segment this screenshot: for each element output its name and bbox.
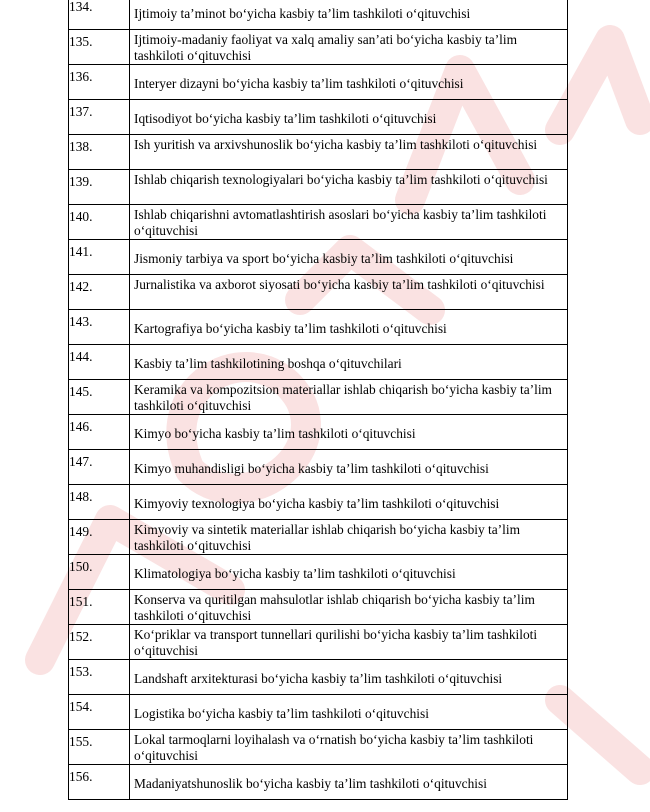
row-number-cell [69, 450, 130, 485]
occupation-title-cell [130, 30, 568, 65]
occupation-title: Jurnalistika va axborot siyosati bo‘yicha kasbiy ta’lim tashkiloti o‘qituvchisi [134, 277, 545, 292]
table-row [69, 765, 568, 800]
table-row [69, 65, 568, 100]
table-row [69, 380, 568, 415]
occupation-title-cell [130, 0, 568, 30]
table-row [69, 100, 568, 135]
occupation-title-cell [130, 240, 568, 275]
occupation-title: Kimyo bo‘yicha kasbiy ta’lim tashkiloti o‘qituvchisi [134, 426, 416, 441]
occupation-table [68, 0, 568, 800]
row-number: 149. [69, 524, 93, 539]
row-number: 151. [69, 594, 93, 609]
row-number-cell [69, 170, 130, 205]
occupation-title: Lokal tarmoqlarni loyihalash va o‘rnatish bo‘yicha kasbiy ta’lim tashkiloti o‘qituvchisi [134, 732, 534, 763]
row-number: 147. [69, 454, 93, 469]
row-number-cell [69, 765, 130, 800]
row-number: 148. [69, 489, 93, 504]
table-row [69, 415, 568, 450]
occupation-title-cell [130, 275, 568, 310]
row-number: 155. [69, 734, 93, 749]
table-row [69, 660, 568, 695]
table-row [69, 520, 568, 555]
table-row [69, 30, 568, 65]
row-number: 138. [69, 139, 93, 154]
row-number: 153. [69, 664, 93, 679]
occupation-title-cell [130, 555, 568, 590]
occupation-title: Ko‘priklar va transport tunnellari qurilishi bo‘yicha kasbiy ta’lim tashkiloti o‘qituvchisi [134, 627, 538, 658]
row-number-cell [69, 275, 130, 310]
table-row [69, 310, 568, 345]
occupation-title-cell [130, 485, 568, 520]
row-number: 150. [69, 559, 93, 574]
row-number-cell [69, 590, 130, 625]
row-number: 146. [69, 419, 93, 434]
table-row [69, 555, 568, 590]
row-number-cell [69, 380, 130, 415]
row-number-cell [69, 520, 130, 555]
table-row [69, 695, 568, 730]
row-number-cell [69, 205, 130, 240]
occupation-title-cell [130, 695, 568, 730]
occupation-title-cell [130, 170, 568, 205]
occupation-title-cell [130, 450, 568, 485]
table-row [69, 345, 568, 380]
occupation-title-cell [130, 625, 568, 660]
row-number-cell [69, 345, 130, 380]
table-row [69, 0, 568, 30]
row-number-cell [69, 695, 130, 730]
row-number-cell [69, 660, 130, 695]
table-row [69, 450, 568, 485]
occupation-title: Logistika bo‘yicha kasbiy ta’lim tashkiloti o‘qituvchisi [134, 706, 429, 721]
row-number-cell [69, 135, 130, 170]
row-number: 142. [69, 279, 93, 294]
occupation-title: Ishlab chiqarish texnologiyalari bo‘yicha kasbiy ta’lim tashkiloti o‘qituvchisi [134, 172, 548, 187]
row-number: 156. [69, 769, 93, 784]
row-number: 152. [69, 629, 93, 644]
occupation-title: Keramika va kompozitsion materiallar ishlab chiqarish bo‘yicha kasbiy ta’lim tashkiloti o‘qituvchisi [134, 382, 552, 413]
row-number: 145. [69, 384, 93, 399]
row-number: 134. [69, 0, 93, 14]
row-number: 154. [69, 699, 93, 714]
table-row [69, 205, 568, 240]
occupation-title: Kartografiya bo‘yicha kasbiy ta’lim tashkiloti o‘qituvchisi [134, 321, 447, 336]
occupation-title: Kimyo muhandisligi bo‘yicha kasbiy ta’lim tashkiloti o‘qituvchisi [134, 461, 489, 476]
row-number-cell [69, 310, 130, 345]
occupation-title-cell [130, 660, 568, 695]
occupation-title-cell [130, 380, 568, 415]
row-number-cell [69, 240, 130, 275]
table-row [69, 485, 568, 520]
occupation-title: Ijtimoiy-madaniy faoliyat va xalq amaliy san’ati bo‘yicha kasbiy ta’lim tashkiloti o‘qituvchisi [134, 32, 518, 63]
row-number: 137. [69, 104, 93, 119]
occupation-title-cell [130, 65, 568, 100]
occupation-title-cell [130, 590, 568, 625]
row-number-cell [69, 65, 130, 100]
row-number: 140. [69, 209, 93, 224]
table-row [69, 240, 568, 275]
occupation-title-cell [130, 415, 568, 450]
occupation-title: Landshaft arxitekturasi bo‘yicha kasbiy ta’lim tashkiloti o‘qituvchisi [134, 671, 503, 686]
table-row [69, 625, 568, 660]
row-number-cell [69, 555, 130, 590]
occupation-title-cell [130, 205, 568, 240]
row-number-cell [69, 100, 130, 135]
occupation-title: Kimyoviy texnologiya bo‘yicha kasbiy ta’lim tashkiloti o‘qituvchisi [134, 496, 500, 511]
occupation-title: Ish yuritish va arxivshunoslik bo‘yicha kasbiy ta’lim tashkiloti o‘qituvchisi [134, 137, 538, 152]
row-number: 135. [69, 34, 93, 49]
table-row [69, 730, 568, 765]
occupation-title: Madaniyatshunoslik bo‘yicha kasbiy ta’lim tashkiloti o‘qituvchisi [134, 776, 487, 791]
occupation-title: Klimatologiya bo‘yicha kasbiy ta’lim tashkiloti o‘qituvchisi [134, 566, 456, 581]
row-number-cell [69, 30, 130, 65]
occupation-title: Ishlab chiqarishni avtomatlashtirish asoslari bo‘yicha kasbiy ta’lim tashkiloti o‘qituvchisi [134, 207, 547, 238]
occupation-title-cell [130, 520, 568, 555]
occupation-title-cell [130, 345, 568, 380]
occupation-title: Jismoniy tarbiya va sport bo‘yicha kasbiy ta’lim tashkiloti o‘qituvchisi [134, 251, 514, 266]
occupation-title-cell [130, 135, 568, 170]
row-number-cell [69, 730, 130, 765]
occupation-title-cell [130, 730, 568, 765]
occupation-title-cell [130, 100, 568, 135]
row-number: 141. [69, 244, 93, 259]
row-number-cell [69, 625, 130, 660]
row-number: 143. [69, 314, 93, 329]
occupation-title-cell [130, 310, 568, 345]
table-row [69, 590, 568, 625]
occupation-title: Kimyoviy va sintetik materiallar ishlab chiqarish bo‘yicha kasbiy ta’lim tashkiloti o‘qituvchisi [134, 522, 521, 553]
table-row [69, 275, 568, 310]
row-number-cell [69, 415, 130, 450]
occupation-title: Konserva va quritilgan mahsulotlar ishlab chiqarish bo‘yicha kasbiy ta’lim tashkiloti o‘qituvchisi [134, 592, 535, 623]
table-row [69, 170, 568, 205]
occupation-title: Iqtisodiyot bo‘yicha kasbiy ta’lim tashkiloti o‘qituvchisi [134, 111, 437, 126]
occupation-title: Interyer dizayni bo‘yicha kasbiy ta’lim tashkiloti o‘qituvchisi [134, 76, 464, 91]
row-number-cell [69, 485, 130, 520]
occupation-title: Ijtimoiy ta’minot bo‘yicha kasbiy ta’lim tashkiloti o‘qituvchisi [134, 6, 471, 21]
row-number: 144. [69, 349, 93, 364]
row-number: 136. [69, 69, 93, 84]
table-row [69, 135, 568, 170]
row-number-cell [69, 0, 130, 30]
occupation-title-cell [130, 765, 568, 800]
row-number: 139. [69, 174, 93, 189]
occupation-title: Kasbiy ta’lim tashkilotining boshqa o‘qituvchilari [134, 356, 402, 371]
table-body [69, 0, 568, 800]
